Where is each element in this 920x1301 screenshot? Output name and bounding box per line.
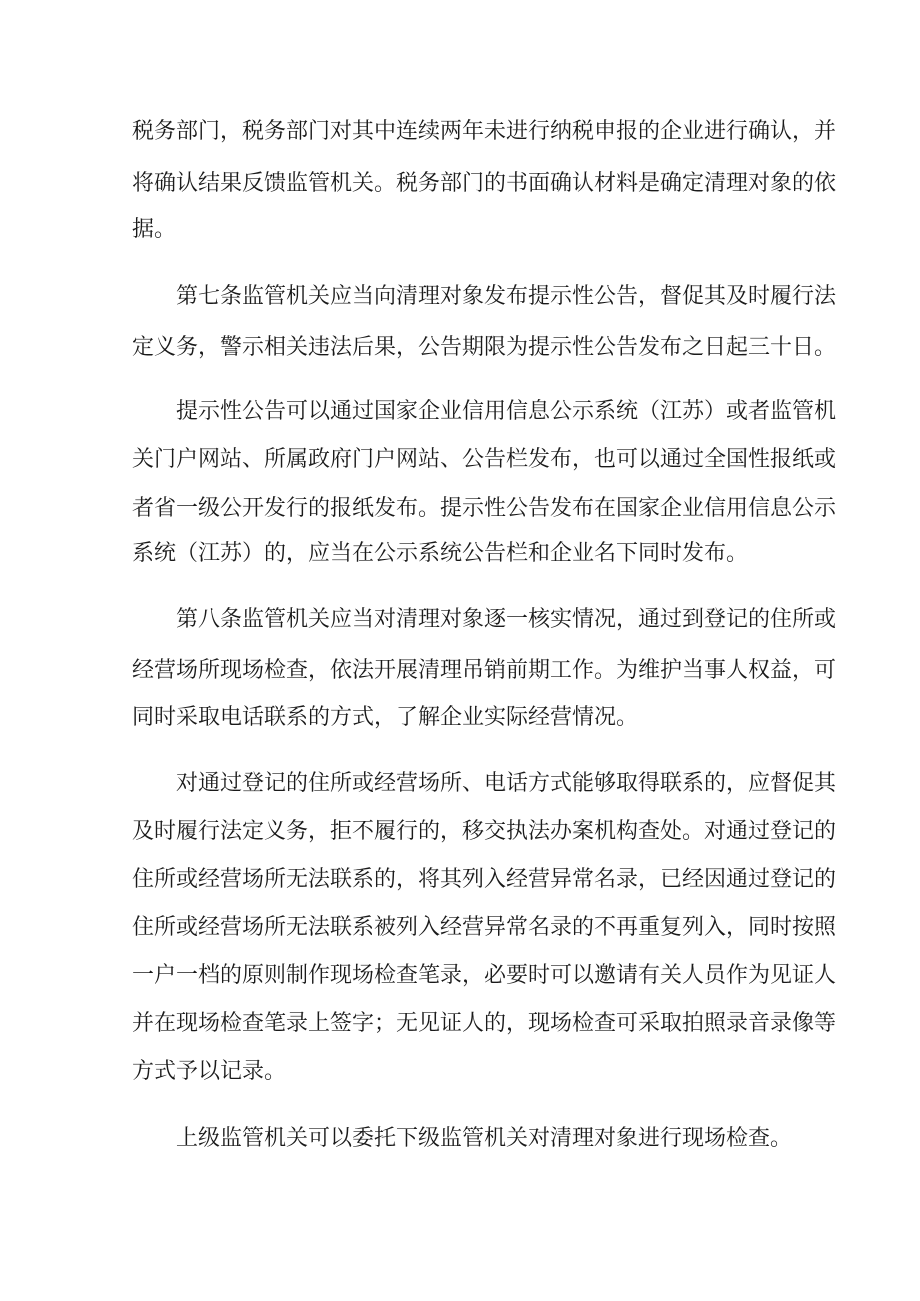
text-line: 方式予以记录。 xyxy=(132,1059,287,1084)
text-line: 关门户网站、所属政府门户网站、公告栏发布，也可以通过全国性报纸或 xyxy=(132,447,837,472)
text-line: 据。 xyxy=(132,217,177,242)
text-line: 税务部门，税务部门对其中连续两年未进行纳税申报的企业进行确认，并 xyxy=(132,119,837,144)
text-line: 定义务，警示相关违法后果，公告期限为提示性公告发布之日起三十日。 xyxy=(132,335,837,360)
text-line: 第八条监管机关应当对清理对象逐一核实情况，通过到登记的住所或 xyxy=(176,607,837,632)
text-line: 同时采取电话联系的方式，了解企业实际经营情况。 xyxy=(132,705,639,730)
text-line: 并在现场检查笔录上签字；无见证人的，现场检查可采取拍照录音录像等 xyxy=(132,1011,837,1036)
text-line: 提示性公告可以通过国家企业信用信息公示系统（江苏）或者监管机 xyxy=(176,399,837,424)
text-line: 上级监管机关可以委托下级监管机关对清理对象进行现场检查。 xyxy=(176,1126,793,1151)
text-line: 经营场所现场检查，依法开展清理吊销前期工作。为维护当事人权益，可 xyxy=(132,658,837,683)
text-line: 住所或经营场所无法联系被列入经营异常名录的不再重复列入，同时按照 xyxy=(132,915,837,940)
text-line: 一户一档的原则制作现场检查笔录，必要时可以邀请有关人员作为见证人 xyxy=(132,963,837,988)
text-line: 及时履行法定义务，拒不履行的，移交执法办案机构查处。对通过登记的 xyxy=(132,819,837,844)
text-line: 第七条监管机关应当向清理对象发布提示性公告，督促其及时履行法 xyxy=(176,284,837,309)
text-line: 将确认结果反馈监管机关。税务部门的书面确认材料是确定清理对象的依 xyxy=(132,171,837,196)
text-line: 对通过登记的住所或经营场所、电话方式能够取得联系的，应督促其 xyxy=(176,771,837,796)
text-line: 系统（江苏）的，应当在公示系统公告栏和企业名下同时发布。 xyxy=(132,541,749,566)
text-line: 住所或经营场所无法联系的，将其列入经营异常名录，已经因通过登记的 xyxy=(132,867,837,892)
text-line: 者省一级公开发行的报纸发布。提示性公告发布在国家企业信用信息公示 xyxy=(132,496,837,521)
